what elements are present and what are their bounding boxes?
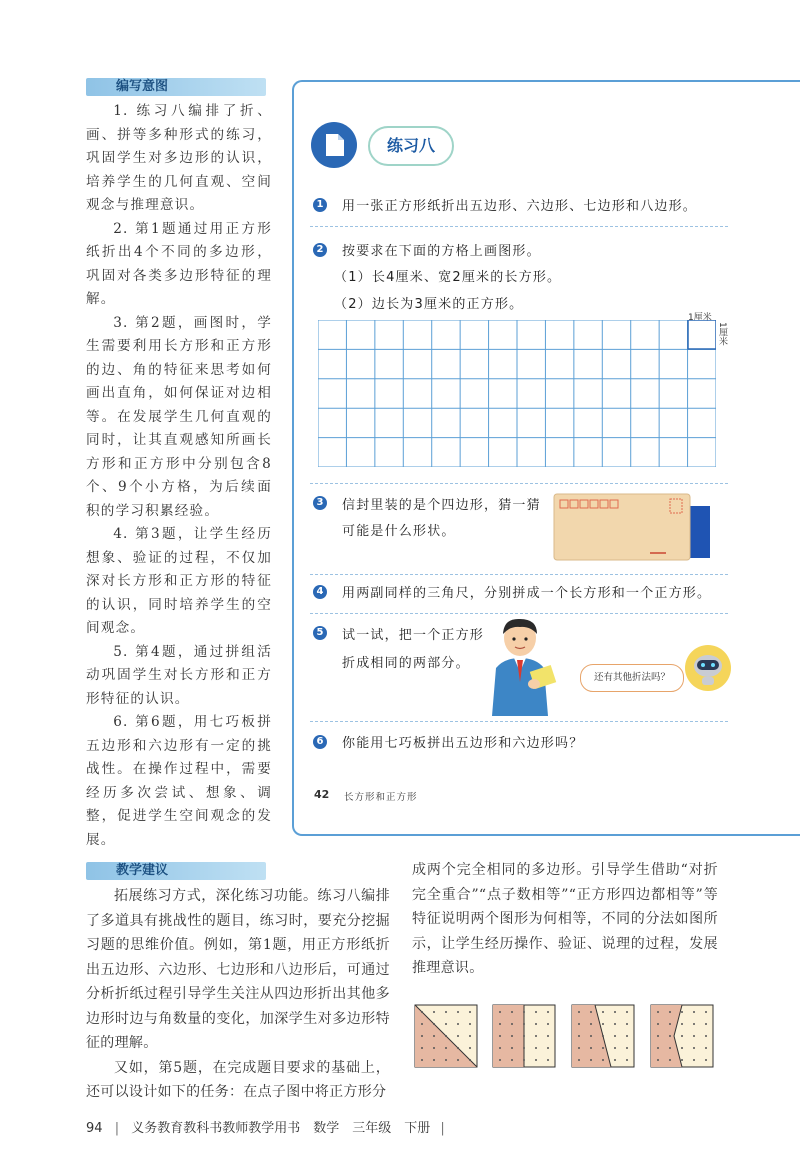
grid-dot: [499, 1059, 501, 1061]
grid-dot: [469, 1059, 471, 1061]
grid-dot: [614, 1011, 616, 1013]
grid-dot: [457, 1035, 459, 1037]
grid-dot: [547, 1047, 549, 1049]
grid-dot: [669, 1011, 671, 1013]
grid-dot: [578, 1035, 580, 1037]
grid-dot: [681, 1023, 683, 1025]
grid-dot: [626, 1023, 628, 1025]
grid-dot: [681, 1047, 683, 1049]
grid-dot: [626, 1047, 628, 1049]
divider: [310, 483, 728, 484]
q3-line1: 信封里装的是个四边形，猜一猜: [342, 498, 541, 513]
grid-dot: [693, 1011, 695, 1013]
side-note-para-1: 1. 练习八编排了折、画、拼等多种形式的练习，巩固学生对多边形的认识，培养学生的几何直观、空间观念与推理意识。: [86, 103, 272, 213]
q2-sub2: （2）边长为3厘米的正方形。: [334, 297, 524, 312]
grid-dot: [511, 1011, 513, 1013]
exercise-title: 练习八: [386, 136, 435, 155]
divider: [310, 613, 728, 614]
grid-dot: [445, 1047, 447, 1049]
grid-dot: [669, 1047, 671, 1049]
q1-text: 用一张正方形纸折出五边形、六边形、七边形和八边形。: [342, 199, 698, 214]
grid-dot: [705, 1035, 707, 1037]
teaching-para-1: 拓展练习方式，深化练习功能。练习八编排了多道具有挑战性的题目，练习时，要充分挖掘习题的思维价值。例如，第1题，用正方形纸折出五边形、六边形、七边形和八边形后，可通过分析折纸过程引导学生关注从四边形折出其他多边形时边与角数量的变化，加深学生对多边形特征的理解。: [86, 888, 390, 1051]
unit-label-horizontal: 1厘米: [688, 313, 712, 323]
grid-dot: [457, 1059, 459, 1061]
grid-dot: [590, 1035, 592, 1037]
q3-number: 3: [313, 496, 327, 510]
grid-dot: [523, 1023, 525, 1025]
grid-dot: [693, 1047, 695, 1049]
student-illustration: [484, 616, 560, 718]
grid-dot: [469, 1011, 471, 1013]
grid-dot: [523, 1035, 525, 1037]
grid-dot: [535, 1035, 537, 1037]
divider: [310, 574, 728, 575]
grid-dot: [705, 1047, 707, 1049]
side-note-text: [86, 100, 272, 852]
book-title: 义务教育教科书教师教学用书 数学 三年级 下册: [131, 1121, 431, 1136]
grid-dot: [602, 1023, 604, 1025]
grid-dot: [499, 1023, 501, 1025]
side-note-para-5: 5. 第4题，通过拼组活动巩固学生对长方形和正方形特征的认识。: [86, 643, 272, 707]
grid-dot: [547, 1011, 549, 1013]
grid-dot: [681, 1011, 683, 1013]
q2-text: 按要求在下面的方格上画图形。: [342, 244, 541, 259]
grid-dot: [693, 1023, 695, 1025]
side-note-para-4: 4. 第3题，让学生经历想象、验证的过程，不仅加深对长方形和正方形的特征的认识，同时培养学生的空间观念。: [86, 526, 272, 636]
grid-dot: [626, 1011, 628, 1013]
grid-dot: [457, 1023, 459, 1025]
grid-dot: [421, 1011, 423, 1013]
grid-dot: [499, 1011, 501, 1013]
grid-dot: [693, 1035, 695, 1037]
grid-dot: [499, 1035, 501, 1037]
side-note-heading: 编写意图: [86, 78, 266, 96]
grid-dot: [547, 1035, 549, 1037]
grid-dot: [626, 1035, 628, 1037]
q4-number: 4: [313, 585, 327, 599]
grid-dot: [657, 1035, 659, 1037]
grid-dot: [578, 1011, 580, 1013]
grid-dot: [602, 1059, 604, 1061]
grid-dot: [590, 1023, 592, 1025]
grid-dot: [535, 1011, 537, 1013]
teaching-left-column: [86, 884, 390, 1105]
robot-icon: [684, 644, 732, 692]
grid-dot: [705, 1059, 707, 1061]
grid-dot: [547, 1023, 549, 1025]
grid-dot: [445, 1023, 447, 1025]
grid-dot: [681, 1035, 683, 1037]
grid-dot: [421, 1023, 423, 1025]
grid-dot: [602, 1035, 604, 1037]
grid-dot: [657, 1047, 659, 1049]
grid-dot: [523, 1011, 525, 1013]
grid-dot: [602, 1047, 604, 1049]
q6-text: 你能用七巧板拼出五边形和六边形吗？: [342, 736, 584, 751]
grid-dot: [535, 1059, 537, 1061]
teaching-para-3: 成两个完全相同的多边形。引导学生借助“对折完全重合”“点子数相等”“正方形四边都相等”等特征说明两个图形为何相等，不同的分法如图所示，让学生经历操作、验证、说理的过程，发展推理意识。: [412, 862, 718, 976]
grid-dot: [433, 1011, 435, 1013]
grid-dot: [590, 1011, 592, 1013]
teaching-right-column: [412, 858, 718, 981]
unit-square-highlight: [688, 320, 716, 349]
grid-dot: [669, 1059, 671, 1061]
speech-bubble-text: 还有其他折法吗？: [593, 672, 670, 683]
q2-number: 2: [313, 243, 327, 257]
grid-dot: [657, 1011, 659, 1013]
speech-bubble: [580, 664, 684, 692]
q1-number: 1: [313, 198, 327, 212]
grid-dot: [681, 1059, 683, 1061]
grid-dot: [693, 1059, 695, 1061]
grid-dot: [614, 1035, 616, 1037]
grid-dot: [433, 1047, 435, 1049]
unit-label-vertical: 1厘米: [717, 322, 727, 346]
grid-dot: [535, 1023, 537, 1025]
side-note-para-2: 2. 第1题通过用正方形纸折出4个不同的多边形，巩固对各类多边形特征的理解。: [86, 220, 272, 307]
page-footer: 94 | 义务教育教科书教师教学用书 数学 三年级 下册 |: [86, 1121, 445, 1136]
grid-dot: [499, 1047, 501, 1049]
grid-dot: [445, 1035, 447, 1037]
envelope-illustration: [552, 492, 718, 564]
grid-dot: [511, 1047, 513, 1049]
q5-number: 5: [313, 626, 327, 640]
grid-dot: [433, 1059, 435, 1061]
grid-dot: [457, 1011, 459, 1013]
exercise-title-pill: [368, 126, 454, 166]
grid-dot: [578, 1059, 580, 1061]
grid-dot: [511, 1023, 513, 1025]
grid-dot: [511, 1035, 513, 1037]
inner-page-number: 42: [314, 788, 330, 801]
grid-dot: [590, 1059, 592, 1061]
grid-dot: [602, 1011, 604, 1013]
grid-dot: [657, 1023, 659, 1025]
grid-dot: [657, 1059, 659, 1061]
grid-dot: [469, 1023, 471, 1025]
grid-dot: [535, 1047, 537, 1049]
grid-dot: [457, 1047, 459, 1049]
grid-dot: [705, 1011, 707, 1013]
dot-grid-figures: [414, 1004, 714, 1070]
grid-dot: [433, 1023, 435, 1025]
grid-dot: [421, 1059, 423, 1061]
document-icon: [311, 122, 357, 168]
divider: [310, 721, 728, 722]
grid-dot: [705, 1023, 707, 1025]
side-note-para-3: 3. 第2题，画图时，学生需要利用长方形和正方形的边、角的特征来思考如何画出直角，如何保证对边相等。在发展学生几何直观的同时，让其直观感知所画长方形和正方形中分别包含8个、9个小方格，为后续面积的学习积累经验。: [86, 314, 272, 519]
q4-text: 用两副同样的三角尺，分别拼成一个长方形和一个正方形。: [342, 586, 712, 601]
grid-dot: [614, 1023, 616, 1025]
grid-dot: [669, 1023, 671, 1025]
grid-dot: [614, 1059, 616, 1061]
grid-dot: [523, 1059, 525, 1061]
grid-dot: [433, 1035, 435, 1037]
grid-dot: [469, 1035, 471, 1037]
q6-number: 6: [313, 735, 327, 749]
grid-dot: [421, 1035, 423, 1037]
grid-dot: [445, 1059, 447, 1061]
square-grid: [318, 320, 716, 467]
grid-dot: [614, 1047, 616, 1049]
grid-dot: [421, 1047, 423, 1049]
grid-dot: [547, 1059, 549, 1061]
grid-dot: [469, 1047, 471, 1049]
grid-dot: [445, 1011, 447, 1013]
grid-dot: [590, 1047, 592, 1049]
side-note-para-6: 6. 第6题，用七巧板拼五边形和六边形有一定的挑战性。在操作过程中，需要经历多次尝试、想象、调整，促进学生空间观念的发展。: [86, 714, 272, 848]
grid-dot: [523, 1047, 525, 1049]
grid-dot: [578, 1047, 580, 1049]
divider: [310, 226, 728, 227]
grid-dot: [511, 1059, 513, 1061]
grid-dot: [578, 1023, 580, 1025]
grid-dot: [669, 1035, 671, 1037]
q3-line2: 可能是什么形状。: [342, 524, 456, 539]
q5-line2: 折成相同的两部分。: [342, 656, 470, 671]
teaching-para-2: 又如，第5题，在完成题目要求的基础上，还可以设计如下的任务：在点子图中将正方形分: [86, 1059, 390, 1100]
inner-page-label: 长方形和正方形: [344, 792, 418, 803]
teaching-heading: 教学建议: [86, 862, 266, 880]
page-number: 94: [86, 1121, 103, 1136]
q2-sub1: （1）长4厘米、宽2厘米的长方形。: [334, 270, 562, 285]
q5-line1: 试一试，把一个正方形: [342, 628, 485, 643]
grid-dot: [626, 1059, 628, 1061]
